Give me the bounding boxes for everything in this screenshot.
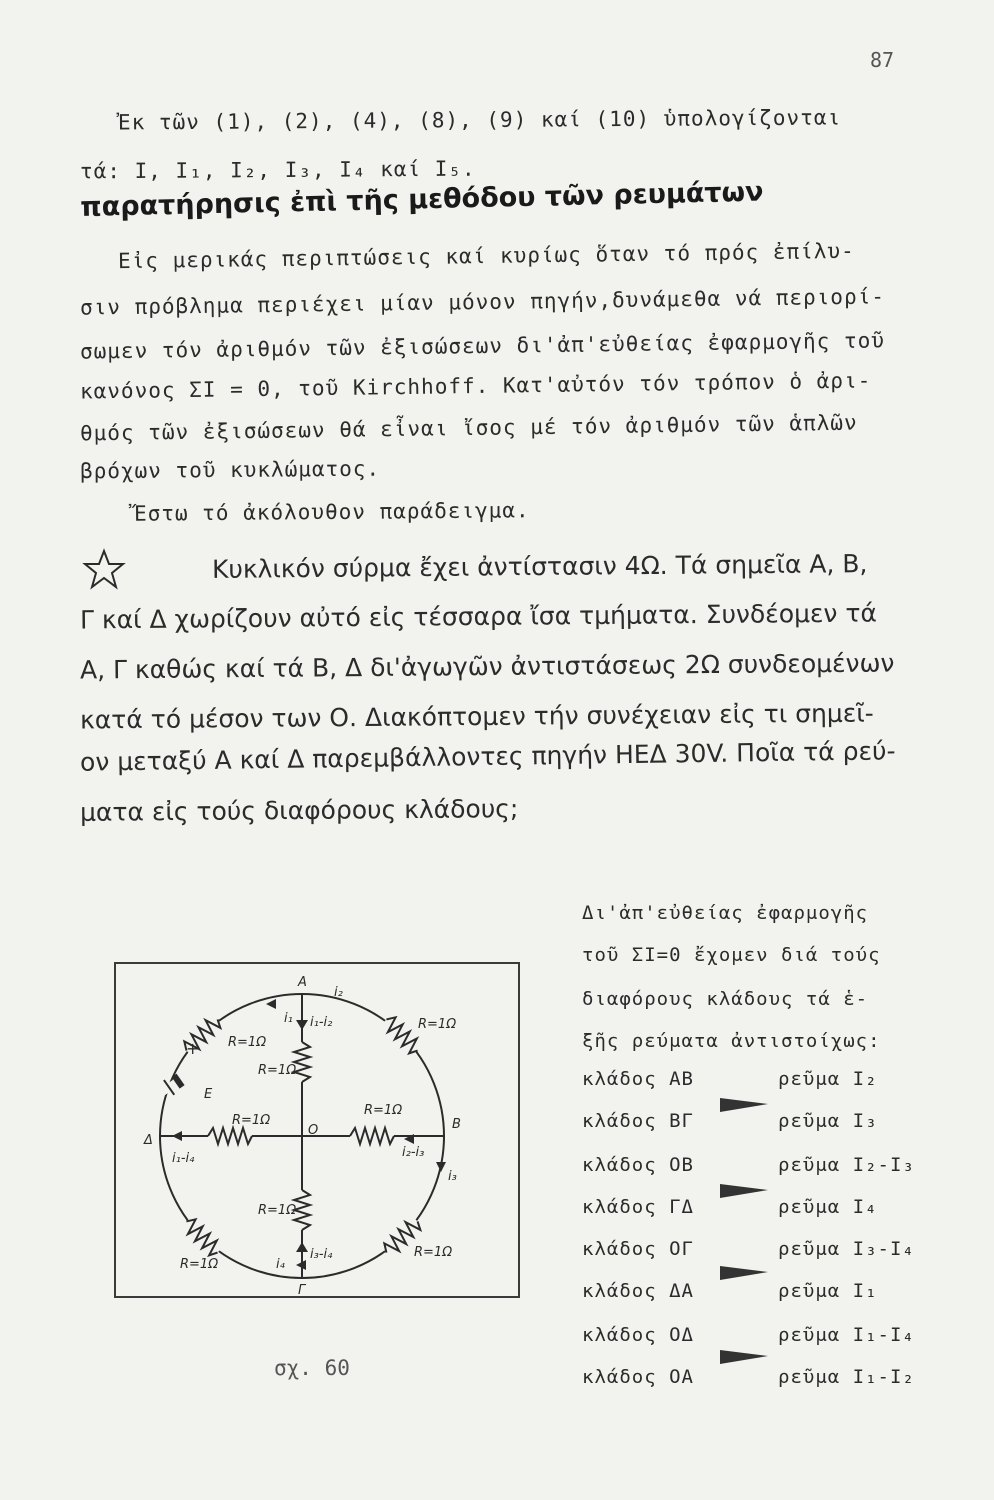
node-label-B: B (452, 1117, 461, 1132)
branch-current: ρεῦμα I₁ (778, 1280, 878, 1302)
branch-name: κλάδος ΔΑ (582, 1280, 694, 1302)
resistance-label: R=1Ω (258, 1063, 297, 1078)
problem-line: ματα εἰς τούς διαφόρους κλάδους; (79, 794, 519, 827)
arrow-icon (296, 1242, 308, 1252)
resistor-AB (381, 1014, 423, 1056)
node-label-G: Γ (298, 1283, 306, 1296)
solution-line: διαφόρους κλάδους τά ἑ- (582, 988, 869, 1010)
circuit-diagram (116, 964, 518, 1296)
problem-line: κατά τό μέσον των Ο. Διακόπτομεν τήν συνέχειαν εἰς τι σημεῖ- (79, 698, 874, 735)
paragraph-line: σιν πρόβλημα περιέχει μίαν μόνον πηγήν,δυνάμεθα νά περιορί- (79, 284, 886, 320)
current-label: i₁ (284, 1011, 293, 1026)
arrow-icon (720, 1344, 768, 1368)
source-label-E: E (204, 1087, 213, 1102)
resistance-label: R=1Ω (418, 1017, 457, 1032)
branch-name: κλάδος ΒΓ (582, 1110, 694, 1132)
problem-line: Κυκλικόν σύρμα ἔχει ἀντίστασιν 4Ω. Τά σημεῖα Α, Β, (211, 549, 868, 584)
arrow-icon (296, 1020, 308, 1030)
branch-current: ρεῦμα I₁-I₂ (778, 1366, 915, 1388)
star-icon (82, 548, 126, 592)
resistance-label: R=1Ω (232, 1113, 271, 1128)
current-label: i₁-i₄ (172, 1151, 195, 1166)
problem-line: Α, Γ καθώς καί τά Β, Δ δι'ἀγωγῶν ἀντιστάσεως 2Ω συνδεομένων (79, 648, 895, 685)
intro-line: Ἐκ τῶν (1), (2), (4), (8), (9) καί (10) ὑπολογίζονται (117, 105, 842, 135)
solution-line: ξῆς ρεύματα ἀντιστοίχως: (582, 1030, 881, 1052)
arrow-icon (266, 999, 276, 1009)
paragraph-line: βρόχων τοῦ κυκλώματος. (79, 456, 381, 484)
branch-name: κλάδος ΟΑ (582, 1366, 694, 1388)
current-label: i₃-i₄ (310, 1247, 333, 1262)
arrow-icon (436, 1162, 446, 1172)
current-label: i₃ (448, 1169, 457, 1184)
resistance-label: R=1Ω (414, 1245, 453, 1260)
branch-name: κλάδος ΟΓ (582, 1238, 694, 1260)
branch-name: κλάδος ΑΒ (582, 1068, 694, 1090)
page-number: 87 (870, 48, 895, 72)
node-label-A: A (298, 975, 307, 990)
section-heading: παρατήρησις ἐπὶ τῆς μεθόδου τῶν ρευμάτων (80, 176, 764, 223)
paragraph-line: θμός τῶν ἐξισώσεων θά εἶναι ἴσος μέ τόν ἀριθμόν τῶν ἁπλῶν (79, 410, 858, 446)
resistor-GD (181, 1216, 223, 1258)
branch-current: ρεῦμα I₂ (778, 1068, 878, 1090)
node-label-O: O (308, 1123, 319, 1138)
branch-name: κλάδος ΓΔ (582, 1196, 694, 1218)
branch-current: ρεῦμα I₃-I₄ (778, 1238, 915, 1260)
resistance-label: R=1Ω (228, 1035, 267, 1050)
node-label-D: Δ (144, 1133, 153, 1148)
branch-current: ρεῦμα I₃ (778, 1110, 878, 1132)
branch-current-table (582, 1068, 962, 1398)
current-label: i₁-i₂ (310, 1015, 333, 1030)
figure-caption: σχ. 60 (274, 1356, 350, 1380)
problem-line: ον μεταξύ Α καί Δ παρεμβάλλοντες πηγήν ΗΕΔ 30V. Ποῖα τά ρεύ- (79, 736, 896, 777)
branch-name: κλάδος ΟΒ (582, 1154, 694, 1176)
arrow-icon (720, 1092, 768, 1116)
resistance-label: R=1Ω (180, 1257, 219, 1272)
branch-current: ρεῦμα I₂-I₃ (778, 1154, 915, 1176)
figure-frame (114, 962, 520, 1298)
arrow-icon (720, 1260, 768, 1284)
solution-line: τοῦ ΣI=0 ἔχομεν διά τούς (582, 944, 881, 966)
paragraph-line: σωμεν τόν ἀριθμόν τῶν ἐξισώσεων δι'ἀπ'εὐθείας ἐφαρμογῆς τοῦ (79, 328, 886, 364)
current-label: i₂-i₃ (402, 1145, 425, 1160)
branch-name: κλάδος ΟΔ (582, 1324, 694, 1346)
branch-current: ρεῦμα I₄ (778, 1196, 878, 1218)
polarity-plus: + (186, 1039, 200, 1058)
resistance-label: R=1Ω (364, 1103, 403, 1118)
current-label: i₂ (334, 985, 343, 1000)
paragraph-line: Εἰς μερικάς περιπτώσεις καί κυρίως ὅταν τό πρός ἐπίλυ- (117, 238, 855, 274)
problem-line: Γ καί Δ χωρίζουν αὐτό εἰς τέσσαρα ἴσα τμήματα. Συνδέομεν τά (79, 598, 878, 635)
paragraph-line: κανόνος ΣI = 0, τοῦ Kirchhoff. Κατ'αὐτόν τόν τρόπον ὁ ἀρι- (79, 368, 872, 404)
branch-current: ρεῦμα I₁-I₄ (778, 1324, 915, 1346)
resistance-label: R=1Ω (258, 1203, 297, 1218)
intro-line: τά: I, I₁, I₂, I₃, I₄ καί I₅. (79, 156, 476, 184)
arrow-icon (172, 1131, 182, 1141)
paragraph-line: Ἔστω τό ἀκόλουθον παράδειγμα. (133, 498, 530, 526)
solution-line: Δι'ἀπ'εὐθείας ἐφαρμογῆς (582, 902, 869, 924)
current-label: i₄ (276, 1257, 285, 1272)
arrow-icon (720, 1178, 768, 1202)
